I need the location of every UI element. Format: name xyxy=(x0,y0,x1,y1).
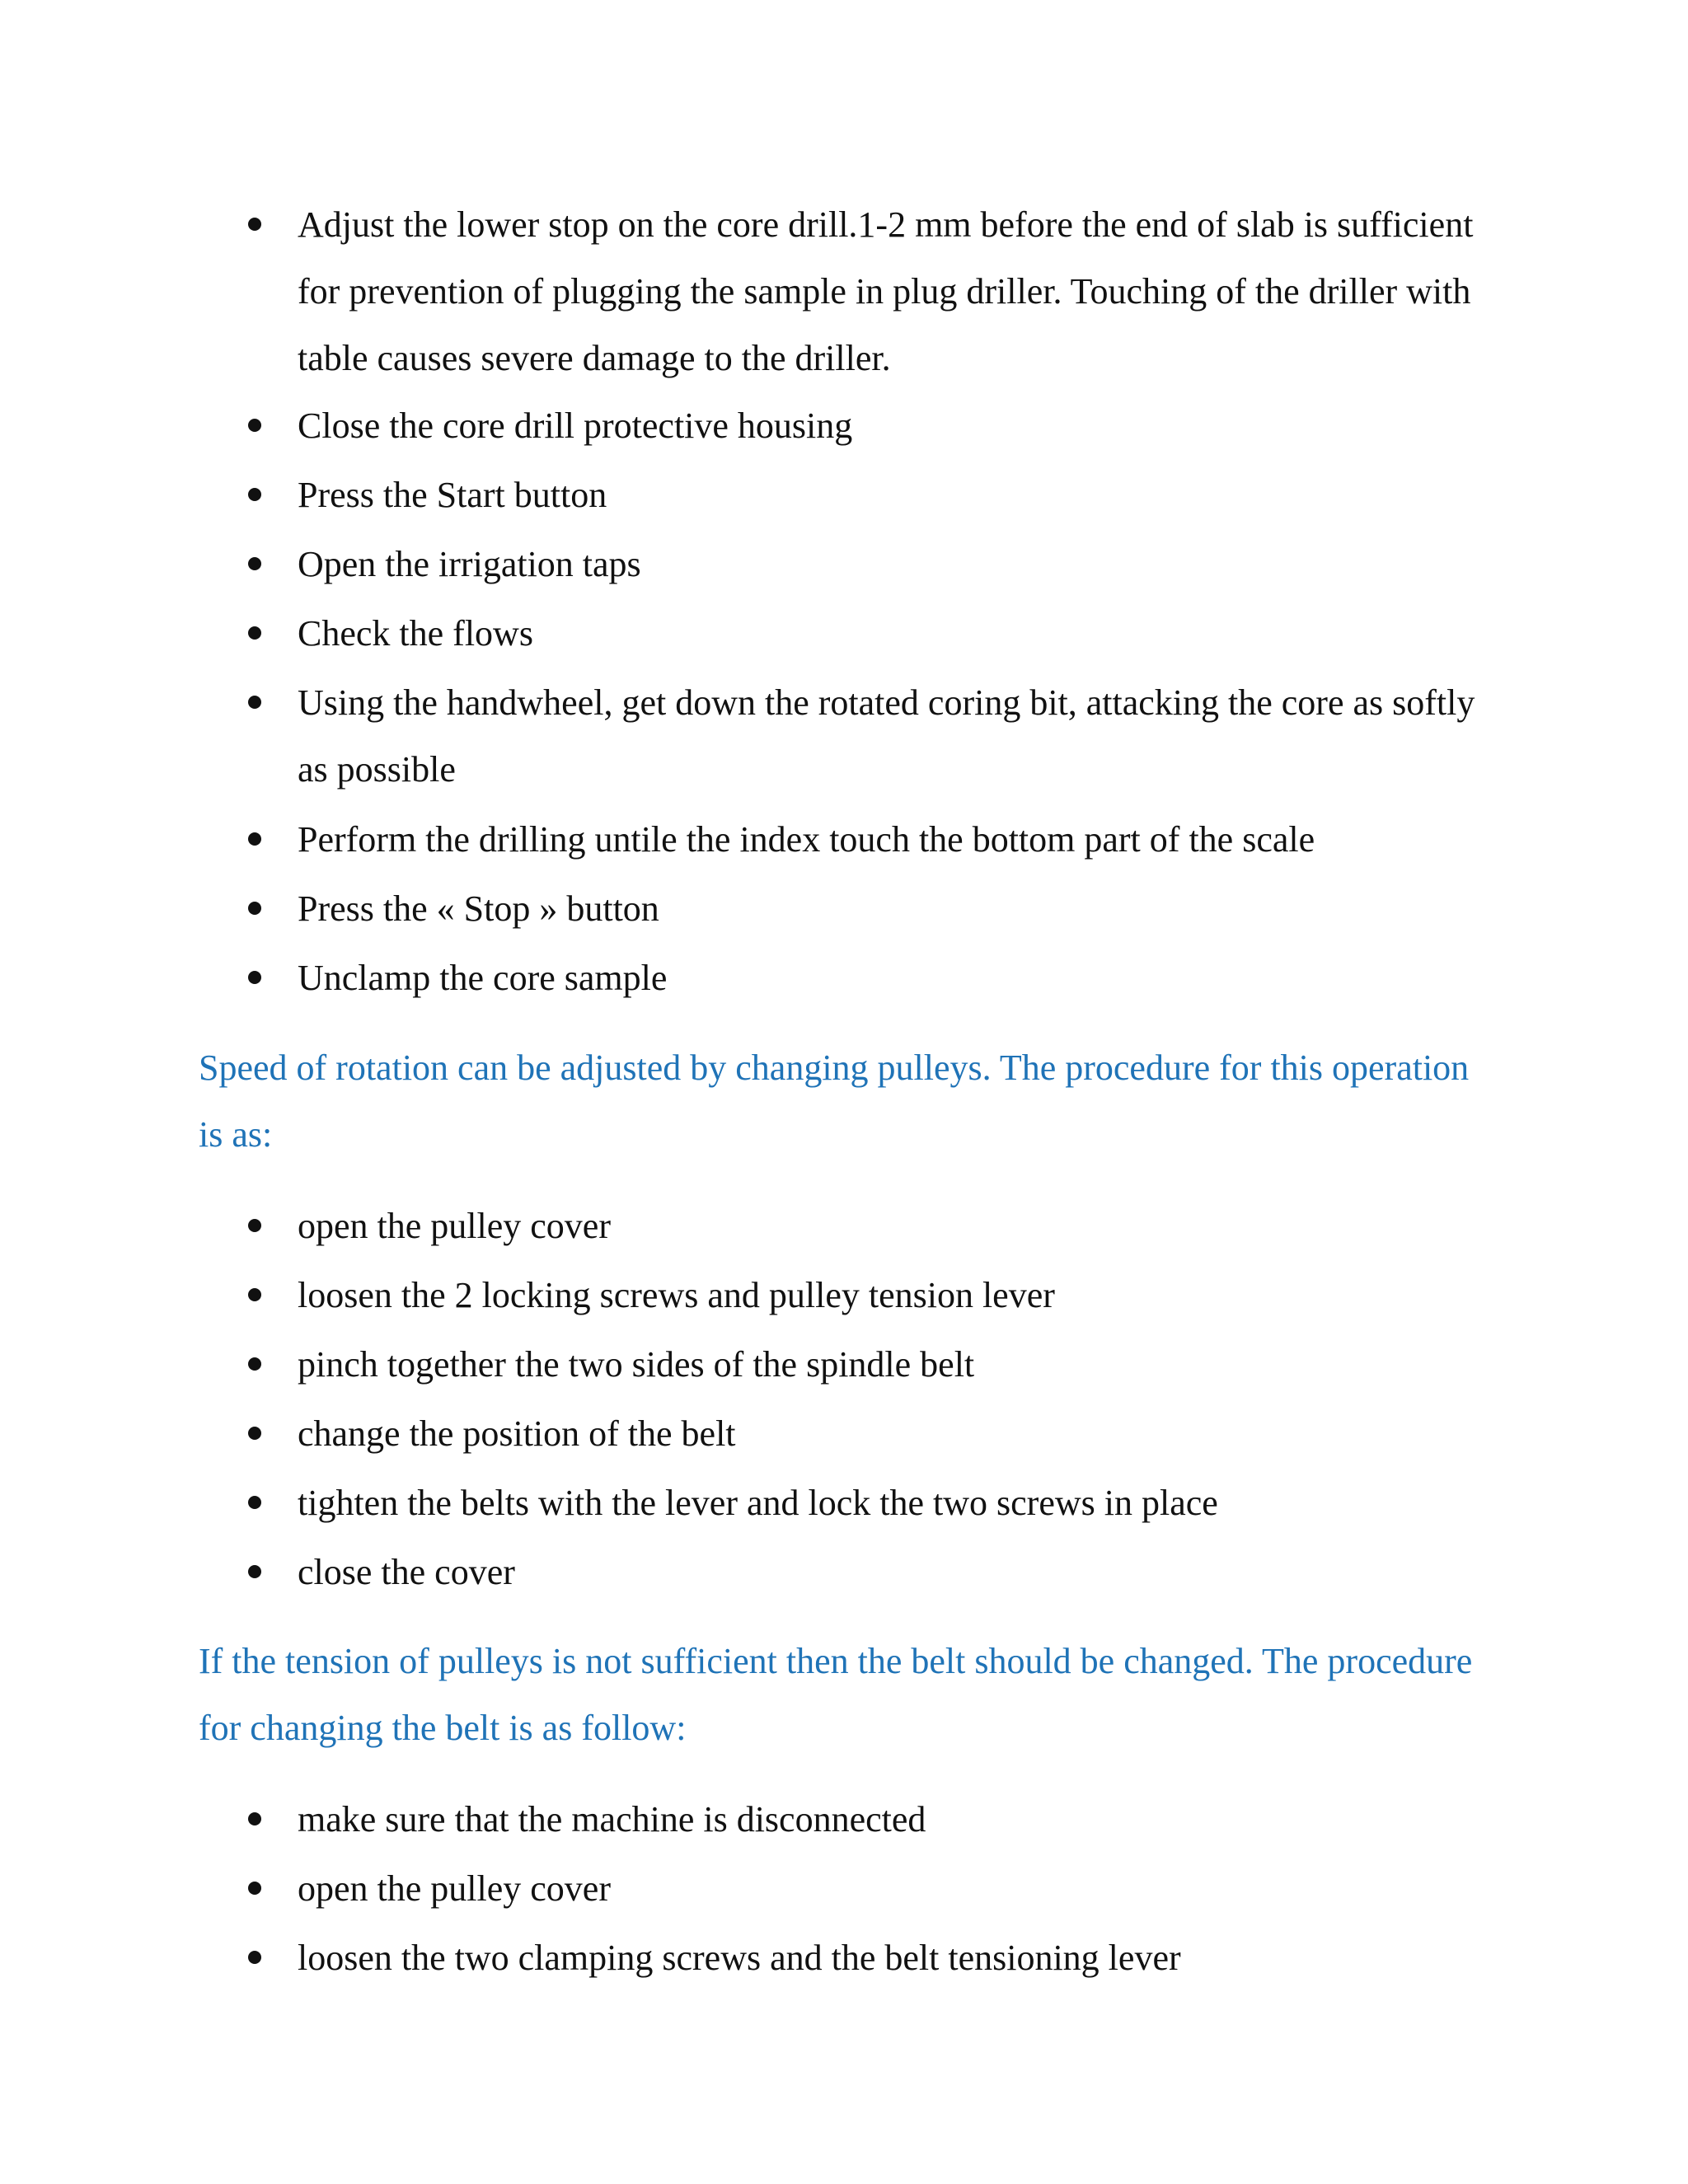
bullet-icon xyxy=(248,488,261,501)
bullet-icon xyxy=(248,832,261,846)
list-item-text: Check the flows xyxy=(298,613,533,654)
bullet-icon xyxy=(248,1357,261,1371)
pulley-speed-paragraph: Speed of rotation can be adjusted by changing pulleys. The procedure for this operation is as: xyxy=(199,1047,1470,1155)
list-item-text: pinch together the two sides of the spindle belt xyxy=(298,1344,975,1385)
list-item-text: change the position of the belt xyxy=(298,1413,736,1454)
bullet-icon xyxy=(248,557,261,570)
list-item-text: Perform the drilling untile the index touch the bottom part of the scale xyxy=(298,819,1315,860)
bullet-icon xyxy=(248,419,261,432)
list-item-text: Unclamp the core sample xyxy=(298,958,668,998)
bullet-icon xyxy=(248,902,261,915)
list-item-text: open the pulley cover xyxy=(298,1868,611,1909)
bullet-icon xyxy=(248,1219,261,1232)
list-item-text: Adjust the lower stop on the core drill.1-2 mm before the end of slab is sufficient for prevention of plugging the sample in plug driller. Touching of the driller with table causes severe damage to the driller. xyxy=(298,204,1474,378)
bullet-icon xyxy=(248,1288,261,1301)
list-item-text: Using the handwheel, get down the rotated coring bit, attacking the core as softly as possible xyxy=(298,682,1475,790)
bullet-icon xyxy=(248,1882,261,1895)
list-item-text: make sure that the machine is disconnected xyxy=(298,1799,926,1840)
list-item-text: tighten the belts with the lever and lock the two screws in place xyxy=(298,1483,1218,1523)
bullet-icon xyxy=(248,1427,261,1440)
list-item-text: Press the Start button xyxy=(298,475,607,515)
list-item-text: loosen the 2 locking screws and pulley tension lever xyxy=(298,1275,1055,1315)
bullet-icon xyxy=(248,1812,261,1825)
bullet-icon xyxy=(248,1951,261,1964)
list-item-text: close the cover xyxy=(298,1552,515,1592)
list-item-text: Open the irrigation taps xyxy=(298,544,641,584)
belt-change-paragraph: If the tension of pulleys is not sufficient then the belt should be changed. The procedure for changing the belt is as follow: xyxy=(199,1641,1473,1748)
list-item-text: Close the core drill protective housing xyxy=(298,405,853,446)
list-item-text: Press the « Stop » button xyxy=(298,888,659,929)
bullet-icon xyxy=(248,696,261,709)
list-item-text: loosen the two clamping screws and the belt tensioning lever xyxy=(298,1938,1181,1978)
bullet-icon xyxy=(248,218,261,231)
bullet-icon xyxy=(248,626,261,640)
list-item-text: open the pulley cover xyxy=(298,1206,611,1246)
bullet-icon xyxy=(248,1496,261,1509)
bullet-icon xyxy=(248,1565,261,1578)
bullet-icon xyxy=(248,971,261,984)
